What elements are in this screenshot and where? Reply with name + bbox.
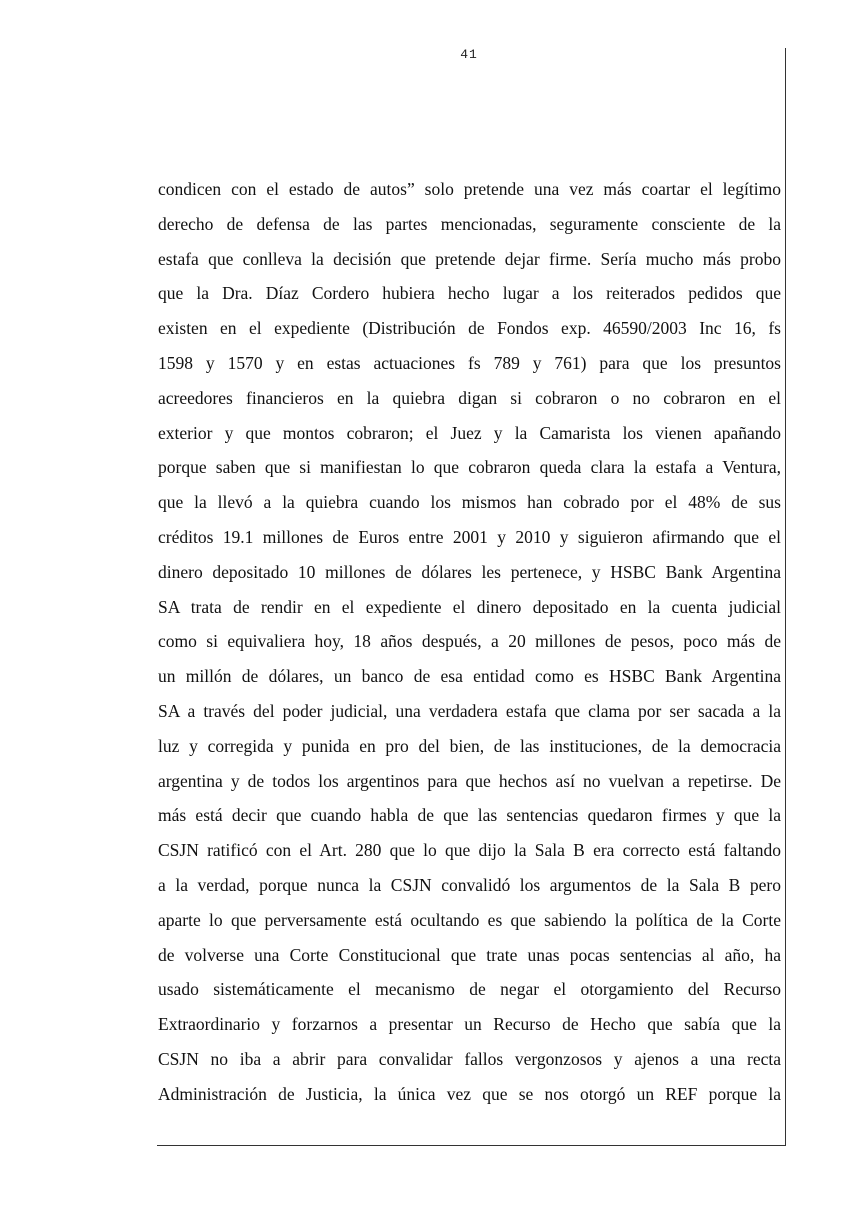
text-line: más está decir que cuando habla de que las sentencias quedaron firmes y que la — [158, 805, 781, 826]
text-line: créditos 19.1 millones de Euros entre 2001 y 2010 y siguieron afirmando que el — [158, 526, 781, 547]
text-line: como si equivaliera hoy, 18 años después, a 20 millones de pesos, poco más de — [158, 631, 781, 652]
text-line: estafa que conlleva la decisión que pretende dejar firme. Sería mucho más probo — [158, 248, 781, 269]
text-line: exterior y que montos cobraron; el Juez y la Camarista los vienen apañando — [158, 422, 781, 443]
text-line: Administración de Justicia, la única vez que se nos otorgó un REF porque la — [158, 1083, 781, 1104]
text-line: porque saben que si manifiestan lo que cobraron queda clara la estafa a Ventura, — [158, 457, 781, 478]
body-text — [158, 172, 781, 1112]
text-line: un millón de dólares, un banco de esa entidad como es HSBC Bank Argentina — [158, 666, 781, 687]
text-line: aparte lo que perversamente está ocultando es que sabiendo la política de la Corte — [158, 909, 781, 930]
text-line: a la verdad, porque nunca la CSJN convalidó los argumentos de la Sala B pero — [158, 874, 781, 895]
text-line: que la llevó a la quiebra cuando los mismos han cobrado por el 48% de sus — [158, 492, 781, 513]
text-line: derecho de defensa de las partes mencionadas, seguramente consciente de la — [158, 213, 781, 234]
text-line: SA trata de rendir en el expediente el dinero depositado en la cuenta judicial — [158, 596, 781, 617]
text-line: luz y corregida y punida en pro del bien, de las instituciones, de la democracia — [158, 735, 781, 756]
text-line: condicen con el estado de autos” solo pretende una vez más coartar el legítimo — [158, 179, 781, 199]
text-line: argentina y de todos los argentinos para que hechos así no vuelvan a repetirse. De — [158, 770, 781, 791]
right-margin-rule — [785, 48, 786, 1146]
text-line: dinero depositado 10 millones de dólares les pertenece, y HSBC Bank Argentina — [158, 561, 781, 582]
text-line: CSJN ratificó con el Art. 280 que lo que dijo la Sala B era correcto está faltando — [158, 840, 781, 861]
text-line: Extraordinario y forzarnos a presentar un Recurso de Hecho que sabía que la — [158, 1014, 781, 1035]
text-line: usado sistemáticamente el mecanismo de negar el otorgamiento del Recurso — [158, 979, 781, 1000]
text-line: existen en el expediente (Distribución de Fondos exp. 46590/2003 Inc 16, fs — [158, 318, 781, 339]
text-line: acreedores financieros en la quiebra digan si cobraron o no cobraron en el — [158, 387, 781, 408]
text-line: de volverse una Corte Constitucional que trate unas pocas sentencias al año, ha — [158, 944, 781, 965]
text-line: 1598 y 1570 y en estas actuaciones fs 789 y 761) para que los presuntos — [158, 352, 781, 373]
text-line: SA a través del poder judicial, una verdadera estafa que clama por ser sacada a la — [158, 700, 781, 721]
bottom-margin-rule — [157, 1145, 786, 1146]
text-line: que la Dra. Díaz Cordero hubiera hecho lugar a los reiterados pedidos que — [158, 283, 781, 304]
page-number: 41 — [460, 47, 478, 62]
text-line: CSJN no iba a abrir para convalidar fallos vergonzosos y ajenos a una recta — [158, 1048, 781, 1069]
